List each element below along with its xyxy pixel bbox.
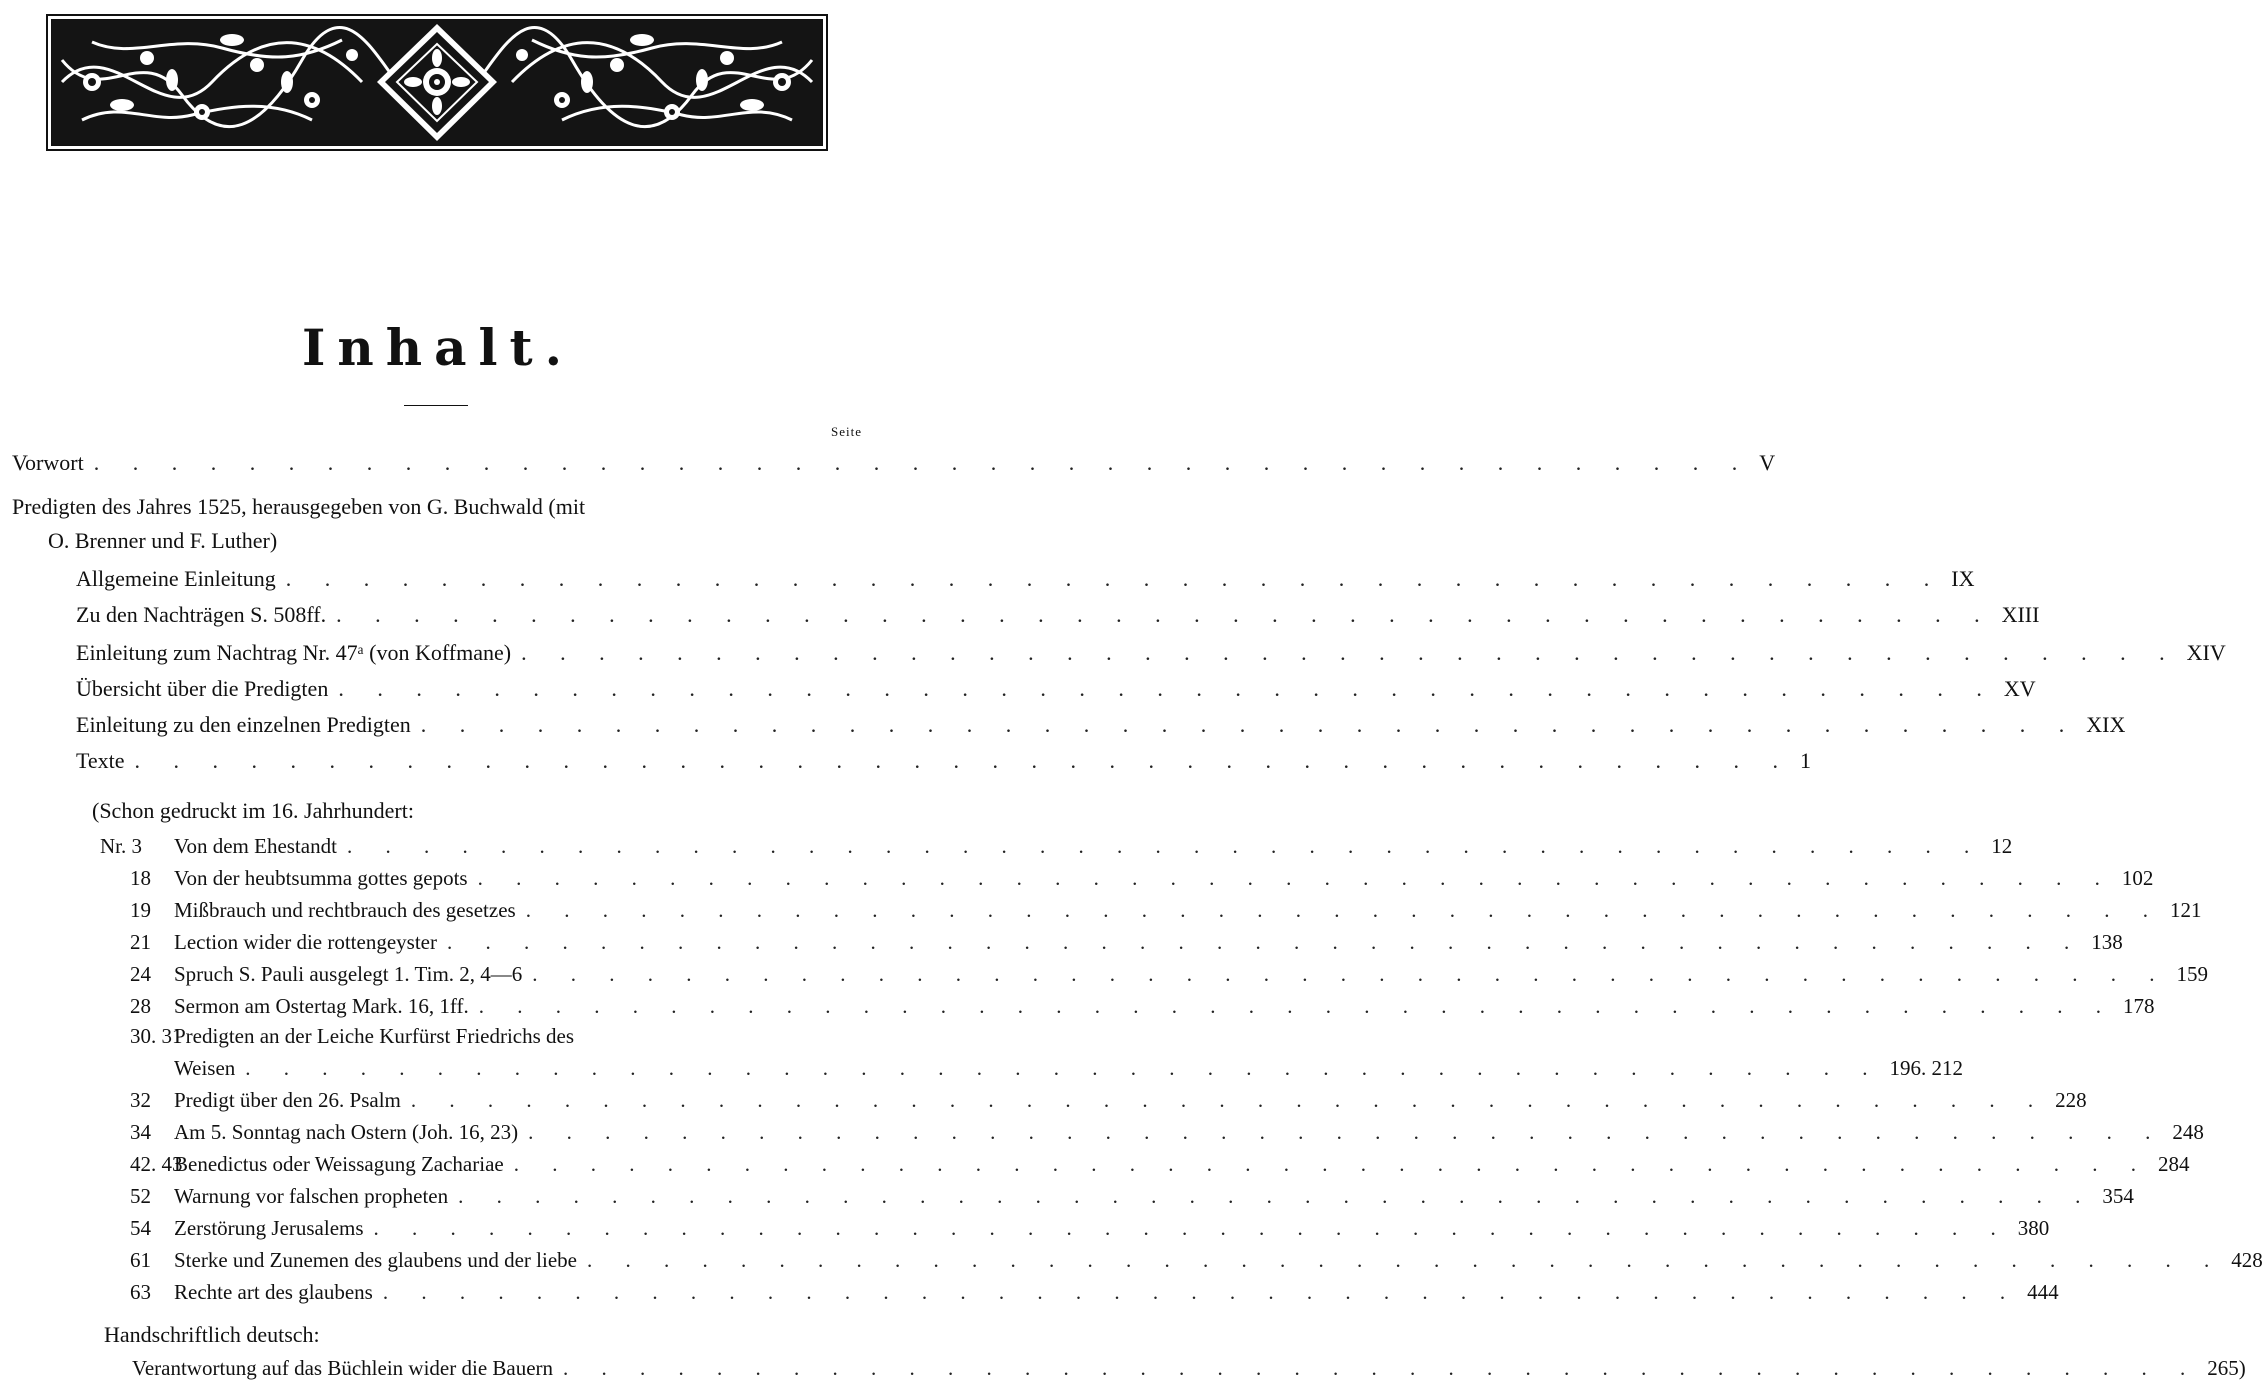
sermon-number: 32 (130, 1088, 151, 1112)
dot-leader: . . . . . . . . . . . . . . . . . . . . . . . . . . . . . . . . . . . . . . . . . . . (525, 898, 2162, 922)
sermon-page: 428 (2231, 1248, 2263, 1272)
toc-section-label: Übersicht über die Predigten (76, 676, 329, 701)
sermon-page: 248 (2172, 1120, 2204, 1144)
sermon-number: 24 (130, 962, 151, 986)
vine-ornament-icon (52, 20, 822, 145)
toc-section-page: XV (2003, 676, 2036, 701)
dot-leader: . . . . . . . . . . . . . . . . . . . . . . . . . . . . . . . . . . . . . . . . . . . (446, 930, 2084, 954)
sermon-entry[interactable] (130, 1248, 2263, 1273)
sermon-entry[interactable] (130, 1088, 2087, 1113)
toc-section[interactable] (76, 748, 1812, 774)
toc-entry-predigten-line2: O. Brenner und F. Luther) (48, 528, 278, 553)
sermon-number: 42. 43 (130, 1152, 183, 1176)
handwritten-page: 265) (2207, 1356, 2246, 1380)
dot-leader: . . . . . . . . . . . . . . . . . . . . . . . . . . . . . . . . . . . . . . . . . . . (477, 866, 2114, 890)
sermon-entry[interactable] (130, 866, 2154, 891)
handwritten-entry[interactable] (132, 1356, 2246, 1381)
sermon-entry[interactable] (130, 1120, 2204, 1145)
dot-leader: . . . . . . . . . . . . . . . . . . . . . . . . . . . . . . . . . . . . . . . . . . . (373, 1216, 2010, 1240)
toc-entry-label: Vorwort (12, 450, 84, 475)
sermon-title: Weisen (174, 1056, 236, 1080)
toc-entry-predigten-line1: Predigten des Jahres 1525, herausgegeben von G. Buchwald (mit (12, 494, 586, 519)
sermon-number: 52 (130, 1184, 151, 1208)
sermon-number: 61 (130, 1248, 151, 1272)
toc-section[interactable] (76, 566, 1975, 592)
sermon-title: Von dem Ehestandt (174, 834, 337, 858)
toc-section-label: Einleitung zu den einzelnen Predigten (76, 712, 411, 737)
sermon-page: 121 (2169, 898, 2202, 922)
sermon-number: 34 (130, 1120, 151, 1144)
toc-entry-vorwort[interactable] (12, 450, 1776, 476)
sermon-entry[interactable] (130, 930, 2123, 955)
sermon-title: Spruch S. Pauli ausgelegt 1. Tim. 2, 4—6 (174, 962, 523, 986)
page-column-label: Seite (831, 424, 862, 439)
toc-section-label: Texte (76, 748, 125, 773)
dot-leader: . . . . . . . . . . . . . . . . . . . . . . . . . . . . . . . . . . . . . . . . . . . (93, 450, 1752, 475)
sermon-entry-continuation[interactable] (174, 1056, 1964, 1081)
sermon-title: Sterke und Zunemen des glaubens und der liebe (174, 1248, 577, 1272)
sermon-title: Am 5. Sonntag nach Ostern (Joh. 16, 23) (174, 1120, 519, 1144)
dot-leader: . . . . . . . . . . . . . . . . . . . . . . . . . . . . . . . . . . . . . . . . . . . (245, 1056, 1882, 1080)
sermon-page: 380 (2017, 1216, 2050, 1240)
sermon-page: 354 (2102, 1184, 2134, 1208)
sermon-page: 284 (2157, 1152, 2190, 1176)
page-title: Inhalt. (302, 318, 574, 377)
sermon-title: Warnung vor falschen propheten (174, 1184, 449, 1208)
sermon-entry[interactable] (100, 834, 2013, 859)
dot-leader: . . . . . . . . . . . . . . . . . . . . . . . . . . . . . . . . . . . . . . . . . . . (521, 640, 2179, 665)
dot-leader: . . . . . . . . . . . . . . . . . . . . . . . . . . . . . . . . . . . . . . . . . . . (528, 1120, 2165, 1144)
sermon-entry[interactable] (130, 1152, 2190, 1177)
sermon-entry[interactable] (130, 1216, 2050, 1241)
dot-leader: . . . . . . . . . . . . . . . . . . . . . . . . . . . . . . . . . . . . . . . . . . . (338, 676, 1996, 701)
sermon-number: 18 (130, 866, 151, 890)
sermon-title: Sermon am Ostertag Mark. 16, 1ff. (174, 994, 469, 1018)
sermon-title: Benedictus oder Weissagung Zachariae (174, 1152, 504, 1176)
handwritten-title: Verantwortung auf das Büchlein wider die Bauern (132, 1356, 554, 1380)
ornamental-banner (46, 14, 828, 151)
dot-leader: . . . . . . . . . . . . . . . . . . . . . . . . . . . . . . . . . . . . . . . . . . . (346, 834, 1984, 858)
toc-section[interactable] (76, 640, 2226, 666)
toc-section-label: Einleitung zum Nachtrag Nr. 47ᵃ (von Koffmane) (76, 640, 512, 665)
sermon-entry[interactable] (130, 1024, 794, 1049)
dot-leader: . . . . . . . . . . . . . . . . . . . . . . . . . . . . . . . . . . . . . . . . . . . (420, 712, 2079, 737)
sermon-page: 159 (2176, 962, 2209, 986)
sermon-title: Predigten an der Leiche Kurfürst Friedrichs des (174, 1024, 575, 1048)
dot-leader: . . . . . . . . . . . . . . . . . . . . . . . . . . . . . . . . . . . . . . . . . . . (285, 566, 1944, 591)
sermon-page: 228 (2055, 1088, 2087, 1112)
toc-section[interactable] (76, 712, 2126, 738)
sermon-number: 21 (130, 930, 151, 954)
sermon-title: Lection wider die rottengeyster (174, 930, 437, 954)
sermon-title: Predigt über den 26. Psalm (174, 1088, 401, 1112)
dot-leader: . . . . . . . . . . . . . . . . . . . . . . . . . . . . . . . . . . . . . . . . . . . (586, 1248, 2224, 1272)
toc-section-page: XIV (2186, 640, 2226, 665)
toc-section[interactable] (76, 602, 2040, 628)
sermon-title: Rechte art des glaubens (174, 1280, 373, 1304)
toc-section-page: XIII (2001, 602, 2040, 627)
sermon-number: 54 (130, 1216, 151, 1240)
sermon-number: 63 (130, 1280, 151, 1304)
sermon-page: 102 (2121, 866, 2154, 890)
sermon-title: Von der heubtsumma gottes gepots (174, 866, 468, 890)
sermon-number: 28 (130, 994, 151, 1018)
toc-section-label: Allgemeine Einleitung (76, 566, 276, 591)
dot-leader: . . . . . . . . . . . . . . . . . . . . . . . . . . . . . . . . . . . . . . . . . . . (513, 1152, 2150, 1176)
dot-leader: . . . . . . . . . . . . . . . . . . . . . . . . . . . . . . . . . . . . . . . . . . . (563, 1356, 2200, 1380)
sermon-page: 196. 212 (1889, 1056, 1964, 1080)
sermon-page: 178 (2122, 994, 2155, 1018)
dot-leader: . . . . . . . . . . . . . . . . . . . . . . . . . . . . . . . . . . . . . . . . . . . (532, 962, 2169, 986)
sermon-entry[interactable] (130, 898, 2202, 923)
sermon-number: 19 (130, 898, 151, 922)
sermon-page: 138 (2091, 930, 2123, 954)
toc-entry-page: V (1759, 450, 1776, 475)
dot-leader: . . . . . . . . . . . . . . . . . . . . . . . . . . . . . . . . . . . . . . . . . . . (458, 1184, 2095, 1208)
dot-leader: . . . . . . . . . . . . . . . . . . . . . . . . . . . . . . . . . . . . . . . . . . . (134, 748, 1793, 773)
toc-section-label: Zu den Nachträgen S. 508ff. (76, 602, 327, 627)
title-divider (404, 405, 468, 406)
dot-leader: . . . . . . . . . . . . . . . . . . . . . . . . . . . . . . . . . . . . . . . . . . . (336, 602, 1994, 627)
dot-leader: . . . . . . . . . . . . . . . . . . . . . . . . . . . . . . . . . . . . . . . . . . . (382, 1280, 2020, 1304)
sermon-number: Nr. 3 (100, 834, 142, 858)
sermon-entry[interactable] (130, 962, 2209, 987)
sermon-page: 444 (2027, 1280, 2059, 1304)
sermon-entry[interactable] (130, 994, 2155, 1019)
sermon-title: Zerstörung Jerusalems (174, 1216, 364, 1240)
dot-leader: . . . . . . . . . . . . . . . . . . . . . . . . . . . . . . . . . . . . . . . . . . . (410, 1088, 2048, 1112)
printed-heading: (Schon gedruckt im 16. Jahrhundert: (92, 798, 414, 823)
handwritten-heading: Handschriftlich deutsch: (104, 1322, 320, 1347)
sermon-title: Mißbrauch und rechtbrauch des gesetzes (174, 898, 516, 922)
ornamental-banner-frame (51, 19, 823, 146)
toc-section-page: 1 (1800, 748, 1812, 773)
sermon-page: 12 (1991, 834, 2013, 858)
dot-leader: . . . . . . . . . . . . . . . . . . . . . . . . . . . . . . . . . . . . . . . . . . . (478, 994, 2115, 1018)
sermon-number: 30. 31 (130, 1024, 183, 1048)
toc-section-page: IX (1951, 566, 1975, 591)
toc-section[interactable] (76, 676, 2036, 702)
sermon-entry[interactable] (130, 1280, 2059, 1305)
sermon-entry[interactable] (130, 1184, 2134, 1209)
toc-section-page: XIX (2086, 712, 2126, 737)
